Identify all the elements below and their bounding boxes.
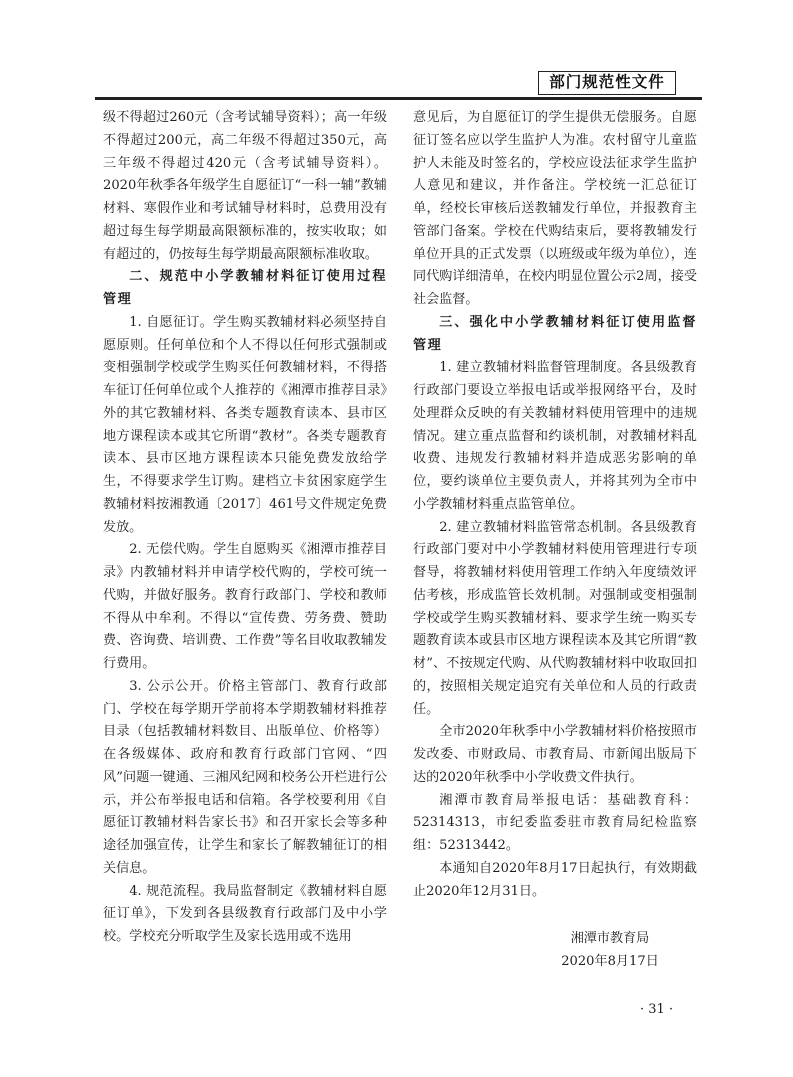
section-heading: 三、强化中小学教辅材料征订使用监督管理: [413, 314, 697, 353]
left-column: [103, 107, 387, 949]
body-paragraph: 4. 规范流程。我局监督制定《教辅材料自愿征订单》，下发到各县级教育行政部门及中小学校。学校充分听取学生及家长选用或不选用: [103, 883, 387, 944]
body-paragraph: 湘潭市教育局举报电话：基础教育科：52314313，市纪委监委驻市教育局纪检监察组：52313442。: [413, 792, 697, 853]
body-paragraph: 1. 建立教辅材料监督管理制度。各县级教育行政部门要设立举报电话或举报网络平台，及时处理群众反映的有关教辅材料使用管理中的违规情况。建立重点监督和约谈机制，对教辅材料乱收费、违规发行教辅材料并造成恶劣影响的单位，要约谈单位主要负责人，并将其列为全市中小学教辅材料重点监管单位。: [413, 360, 697, 512]
section-tag: 部门规范性文件: [538, 71, 676, 95]
body-paragraph: 本通知自2020年8月17日起执行，有效期截止2020年12月31日。: [413, 860, 697, 899]
body-paragraph: 3. 公示公开。价格主管部门、教育行政部门、学校在每学期开学前将本学期教辅材料推荐目录（包括教辅材料数目、出版单位、价格等）在各级媒体、政府和教育行政部门官网、“四风”问题一键通、三湘风纪网和校务公开栏进行公示，并公布举报电话和信箱。各学校要利用《自愿征订教辅材料告家长书》和召开家长会等多种途径加强宣传，让学生和家长了解教辅征订的相关信息。: [103, 678, 387, 876]
body-paragraph: 2. 建立教辅材料监管常态机制。各县级教育行政部门要对中小学教辅材料使用管理进行专项督导，将教辅材料使用管理工作纳入年度绩效评估考核，形成监管长效机制。对强制或变相强制学校或学生购买教辅材料、要求学生统一购买专题教育读本或县市区地方课程读本及其它所谓“教材”、不按规定代购、从代购教辅材料中收取回扣的，按照相关规定追究有关单位和人员的行政责任。: [413, 519, 697, 717]
body-paragraph: 1. 自愿征订。学生购买教辅材料必须坚持自愿原则。任何单位和个人不得以任何形式强制或变相强制学校或学生购买任何教辅材料，不得搭车征订任何单位或个人推荐的《湘潭市推荐目录》外的其它教辅材料、各类专题教育读本、县市区地方课程读本或其它所谓“教材”。各类专题教育读本、县市区地方课程读本只能免费发放给学生，不得要求学生订购。建档立卡贫困家庭学生教辅材料按湘教通〔2017〕461号文件规定免费发放。: [103, 314, 387, 535]
signature-issuer: 湘潭市教育局: [570, 931, 650, 946]
section-heading: 二、规范中小学教辅材料征订使用过程管理: [103, 269, 387, 307]
body-paragraph: 2. 无偿代购。学生自愿购买《湘潭市推荐目录》内教辅材料并申请学校代购的，学校可统一代购，并做好服务。教育行政部门、学校和教师不得从中牟利。不得以“宣传费、劳务费、赞助费、咨询费、培训费、工作费”等名目收取教辅发行费用。: [103, 542, 387, 671]
page-number: · 31 ·: [640, 1002, 674, 1017]
body-paragraph: 全市2020年秋季中小学教辅材料价格按照市发改委、市财政局、市教育局、市新闻出版局下达的2020年秋季中小学收费文件执行。: [413, 724, 697, 785]
signature-date: 2020年8月17日: [561, 954, 659, 969]
body-paragraph: 意见后，为自愿征订的学生提供无偿服务。自愿征订签名应以学生监护人为准。农村留守儿童监护人未能及时签名的，学校应设法征求学生监护人意见和建议，并作备注。学校统一汇总征订单，经校长审核后送教辅发行单位，并报教育主管部门备案。学校在代购结束后，要将教辅发行单位开具的正式发票（以班级或年级为单位），连同代购详细清单，在校内明显位置公示2周，接受社会监督。: [413, 110, 697, 307]
header-rule: [95, 97, 702, 100]
body-paragraph: 级不得超过260元（含考试辅导资料）；高一年级不得超过200元，高二年级不得超过350元，高三年级不得超过420元（含考试辅导资料）。2020年秋季各年级学生自愿征订“一科一辅”教辅材料、寒假作业和考试辅导材料时，总费用没有超过每生每学期最高限额标准的，按实收取；如有超过的，仍按每生每学期最高限额标准收取。: [103, 110, 387, 262]
right-column: [413, 107, 697, 903]
